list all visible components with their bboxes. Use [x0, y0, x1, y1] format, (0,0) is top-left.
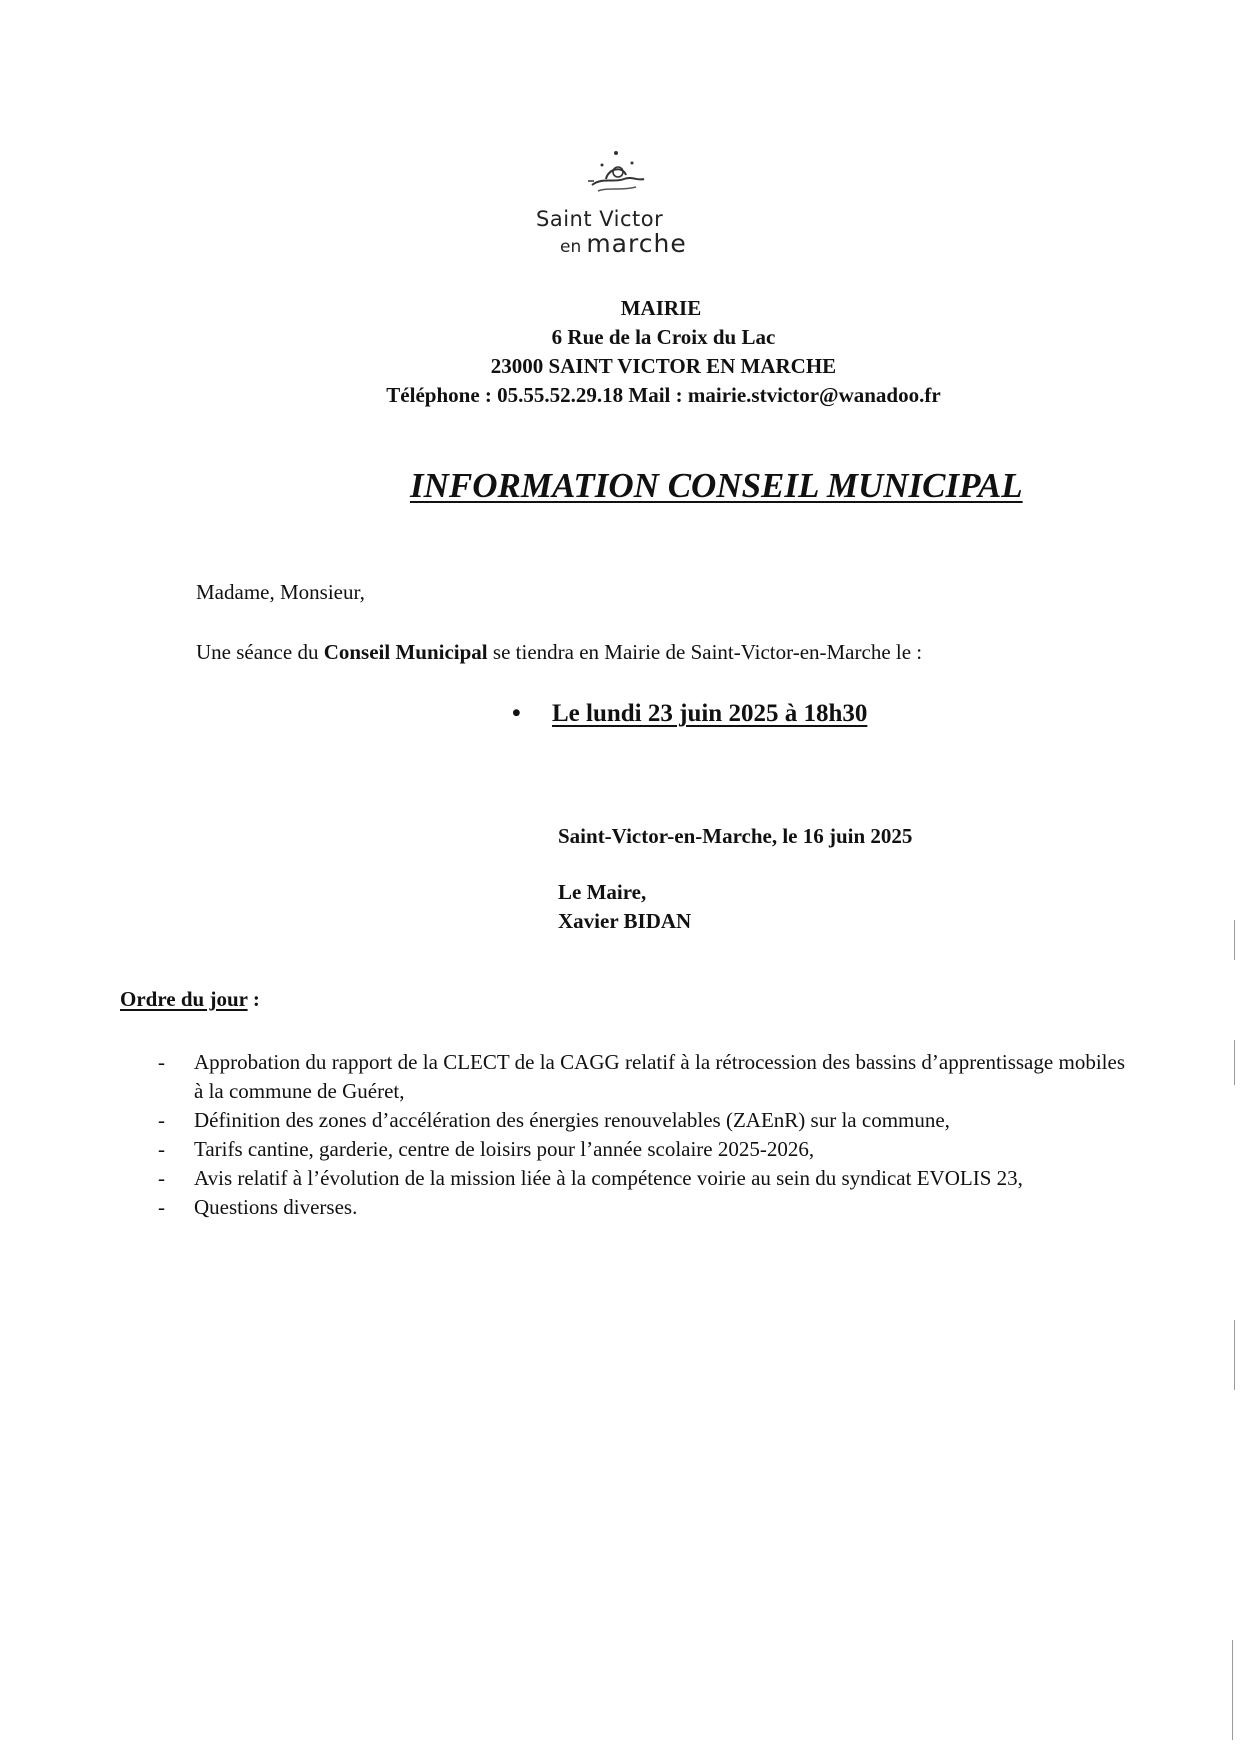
letterhead — [0, 294, 1242, 410]
salutation: Madame, Monsieur, — [196, 580, 365, 604]
intro-bold: Conseil Municipal — [323, 640, 488, 664]
agenda-item-text: Avis relatif à l’évolution de la mission liée à la compétence voirie au sein du syndicat EVOLIS 23, — [194, 1166, 1023, 1190]
dash-bullet: - — [158, 1137, 165, 1161]
agenda-heading-label: Ordre du jour — [120, 987, 248, 1011]
list-item — [150, 1164, 1125, 1193]
place-and-date: Saint-Victor-en-Marche, le 16 juin 2025 — [558, 824, 913, 848]
dash-bullet: - — [158, 1050, 165, 1074]
mayor-name: Xavier BIDAN — [558, 909, 692, 933]
bullet-icon: • — [512, 700, 521, 727]
list-item — [150, 1135, 1125, 1164]
list-item — [150, 1193, 1125, 1222]
agenda-item-text: Définition des zones d’accélération des énergies renouvelables (ZAEnR) sur la commune, — [194, 1108, 950, 1132]
logo-text-en: en — [560, 237, 582, 257]
logo-text-line2 — [560, 229, 687, 258]
sun-hills-emblem-icon — [578, 145, 658, 205]
intro-after: se tiendra en Mairie de Saint-Victor-en-Marche le : — [487, 640, 923, 664]
meeting-datetime — [512, 700, 867, 728]
letterhead-city: 23000 SAINT VICTOR EN MARCHE — [490, 354, 837, 378]
mayor-role: Le Maire, — [558, 880, 647, 904]
agenda-heading — [120, 987, 260, 1012]
dash-bullet: - — [158, 1108, 165, 1132]
agenda-item-text: Approbation du rapport de la CLECT de la CAGG relatif à la rétrocession des bassins d’apprentissage mobiles à la commune de Guéret, — [194, 1050, 1125, 1103]
letterhead-street: 6 Rue de la Croix du Lac — [551, 325, 776, 349]
document-title: INFORMATION CONSEIL MUNICIPAL — [410, 466, 1023, 505]
scan-artefact — [1232, 1640, 1233, 1740]
agenda-item-text: Tarifs cantine, garderie, centre de loisirs pour l’année scolaire 2025-2026, — [194, 1137, 815, 1161]
scan-artefact — [1234, 1320, 1235, 1390]
intro-before: Une séance du — [196, 640, 324, 664]
agenda-list — [150, 1048, 1125, 1222]
logo-text-line1: Saint Victor — [536, 207, 664, 231]
dash-bullet: - — [158, 1195, 165, 1219]
meeting-datetime-text: Le lundi 23 juin 2025 à 18h30 — [552, 700, 868, 727]
list-item — [150, 1106, 1125, 1135]
dash-bullet: - — [158, 1166, 165, 1190]
logo-text-marche: marche — [586, 229, 687, 258]
scan-artefact — [1234, 1040, 1235, 1085]
scan-artefact — [1234, 920, 1235, 960]
agenda-item-text: Questions diverses. — [194, 1195, 358, 1219]
letterhead-contact: Téléphone : 05.55.52.29.18 Mail : mairie.stvictor@wanadoo.fr — [386, 383, 941, 407]
intro-paragraph — [196, 640, 922, 665]
letterhead-name: MAIRIE — [620, 296, 702, 320]
list-item — [150, 1048, 1125, 1106]
municipal-logo — [520, 145, 730, 258]
agenda-heading-suffix: : — [247, 987, 260, 1011]
